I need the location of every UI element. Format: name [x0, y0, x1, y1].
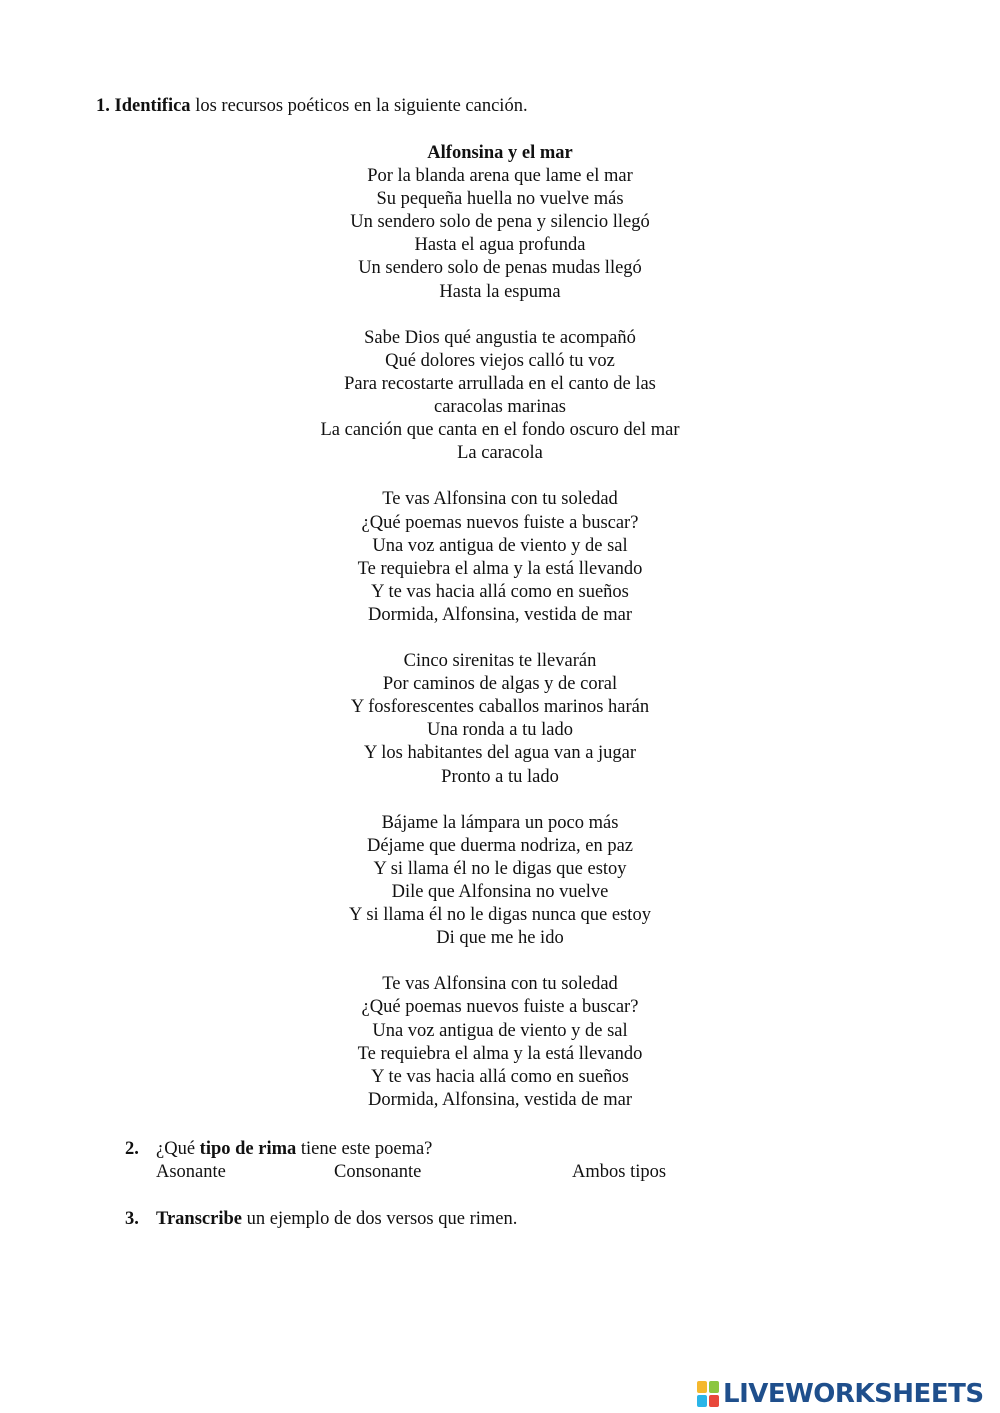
liveworksheets-logo: [697, 1379, 984, 1409]
question-2: [125, 1138, 432, 1161]
option-ambos-tipos[interactable]: Ambos tipos: [572, 1162, 667, 1182]
poem-line: caracolas marinas: [434, 397, 566, 418]
poem-line: Un sendero solo de penas mudas llegó: [358, 258, 642, 279]
poem-line: Déjame que duerma nodriza, en paz: [366, 835, 634, 856]
poem-line: Y si llama él no le digas que estoy: [373, 858, 627, 879]
poem-title: Alfonsina y el mar: [427, 143, 573, 163]
poem-line: Dormida, Alfonsina, vestida de mar: [367, 604, 633, 625]
logo-text: LIVEWORKSHEETS: [723, 1379, 984, 1409]
question-1-text: los recursos poéticos en la siguiente canción.: [190, 96, 528, 116]
poem-line: Una voz antigua de viento y de sal: [372, 535, 628, 556]
question-1-keyword: Identifica: [114, 96, 191, 116]
poem-line: Cinco sirenitas te llevarán: [403, 651, 597, 672]
logo-mark-icon: [697, 1381, 719, 1407]
poem-line: Hasta el agua profunda: [414, 235, 586, 256]
poem-line: Y te vas hacia allá como en sueños: [371, 1066, 629, 1087]
poem-line: Una ronda a tu lado: [427, 720, 573, 741]
poem-line: Su pequeña huella no vuelve más: [376, 189, 624, 210]
question-2-pre: ¿Qué: [156, 1139, 200, 1159]
option-asonante[interactable]: Asonante: [156, 1162, 226, 1182]
poem-line: La caracola: [457, 443, 543, 464]
poem-line: Y si llama él no le digas nunca que estoy: [349, 905, 651, 926]
poem-stanza: [250, 327, 750, 466]
poem-line: Dormida, Alfonsina, vestida de mar: [367, 1089, 633, 1110]
poem-stanza: [250, 812, 750, 951]
poem-line: Pronto a tu lado: [441, 766, 559, 787]
poem-stanza: [250, 650, 750, 789]
poem-line: Y te vas hacia allá como en sueños: [371, 581, 629, 602]
poem-line: Te vas Alfonsina con tu soledad: [382, 974, 618, 995]
question-2-post: tiene este poema?: [296, 1139, 433, 1159]
rhyme-options: [156, 1161, 716, 1184]
poem-line: Por la blanda arena que lame el mar: [367, 166, 633, 187]
poem-line: Por caminos de algas y de coral: [382, 674, 618, 695]
poem-line: ¿Qué poemas nuevos fuiste a buscar?: [361, 997, 639, 1018]
poem-line: Bájame la lámpara un poco más: [381, 812, 619, 833]
poem-line: Qué dolores viejos calló tu voz: [385, 350, 615, 371]
poem-stanza: [250, 973, 750, 1112]
poem-stanza: [250, 488, 750, 627]
poem-line: Di que me he ido: [436, 928, 564, 949]
poem-line: Una voz antigua de viento y de sal: [372, 1020, 628, 1041]
question-2-number: 2.: [125, 1139, 139, 1159]
poem-line: Te requiebra el alma y la está llevando: [357, 558, 643, 579]
poem-line: La canción que canta en el fondo oscuro del mar: [320, 420, 680, 441]
question-3-keyword: Transcribe: [156, 1209, 242, 1229]
poem-line: Hasta la espuma: [439, 281, 561, 302]
poem-stanzas: [250, 165, 750, 1112]
poem-line: Y fosforescentes caballos marinos harán: [350, 697, 650, 718]
poem-stanza: [250, 165, 750, 304]
question-1-number: 1.: [96, 96, 110, 116]
question-3-text: un ejemplo de dos versos que rimen.: [241, 1209, 518, 1229]
poem-line: Un sendero solo de pena y silencio llegó: [350, 212, 650, 233]
poem-line: Para recostarte arrullada en el canto de las: [344, 373, 656, 394]
question-3-number: 3.: [125, 1209, 139, 1229]
poem-line: Y los habitantes del agua van a jugar: [363, 743, 637, 764]
poem-line: Sabe Dios qué angustia te acompañó: [364, 327, 636, 348]
poem-line: Te requiebra el alma y la está llevando: [357, 1043, 643, 1064]
poem-line: ¿Qué poemas nuevos fuiste a buscar?: [361, 512, 639, 533]
question-3: [125, 1208, 517, 1231]
question-2-keyword: tipo de rima: [199, 1139, 297, 1159]
question-1: [96, 95, 528, 118]
poem: [250, 142, 750, 1112]
poem-line: Te vas Alfonsina con tu soledad: [382, 489, 618, 510]
poem-line: Dile que Alfonsina no vuelve: [391, 882, 609, 902]
option-consonante[interactable]: Consonante: [334, 1162, 422, 1182]
